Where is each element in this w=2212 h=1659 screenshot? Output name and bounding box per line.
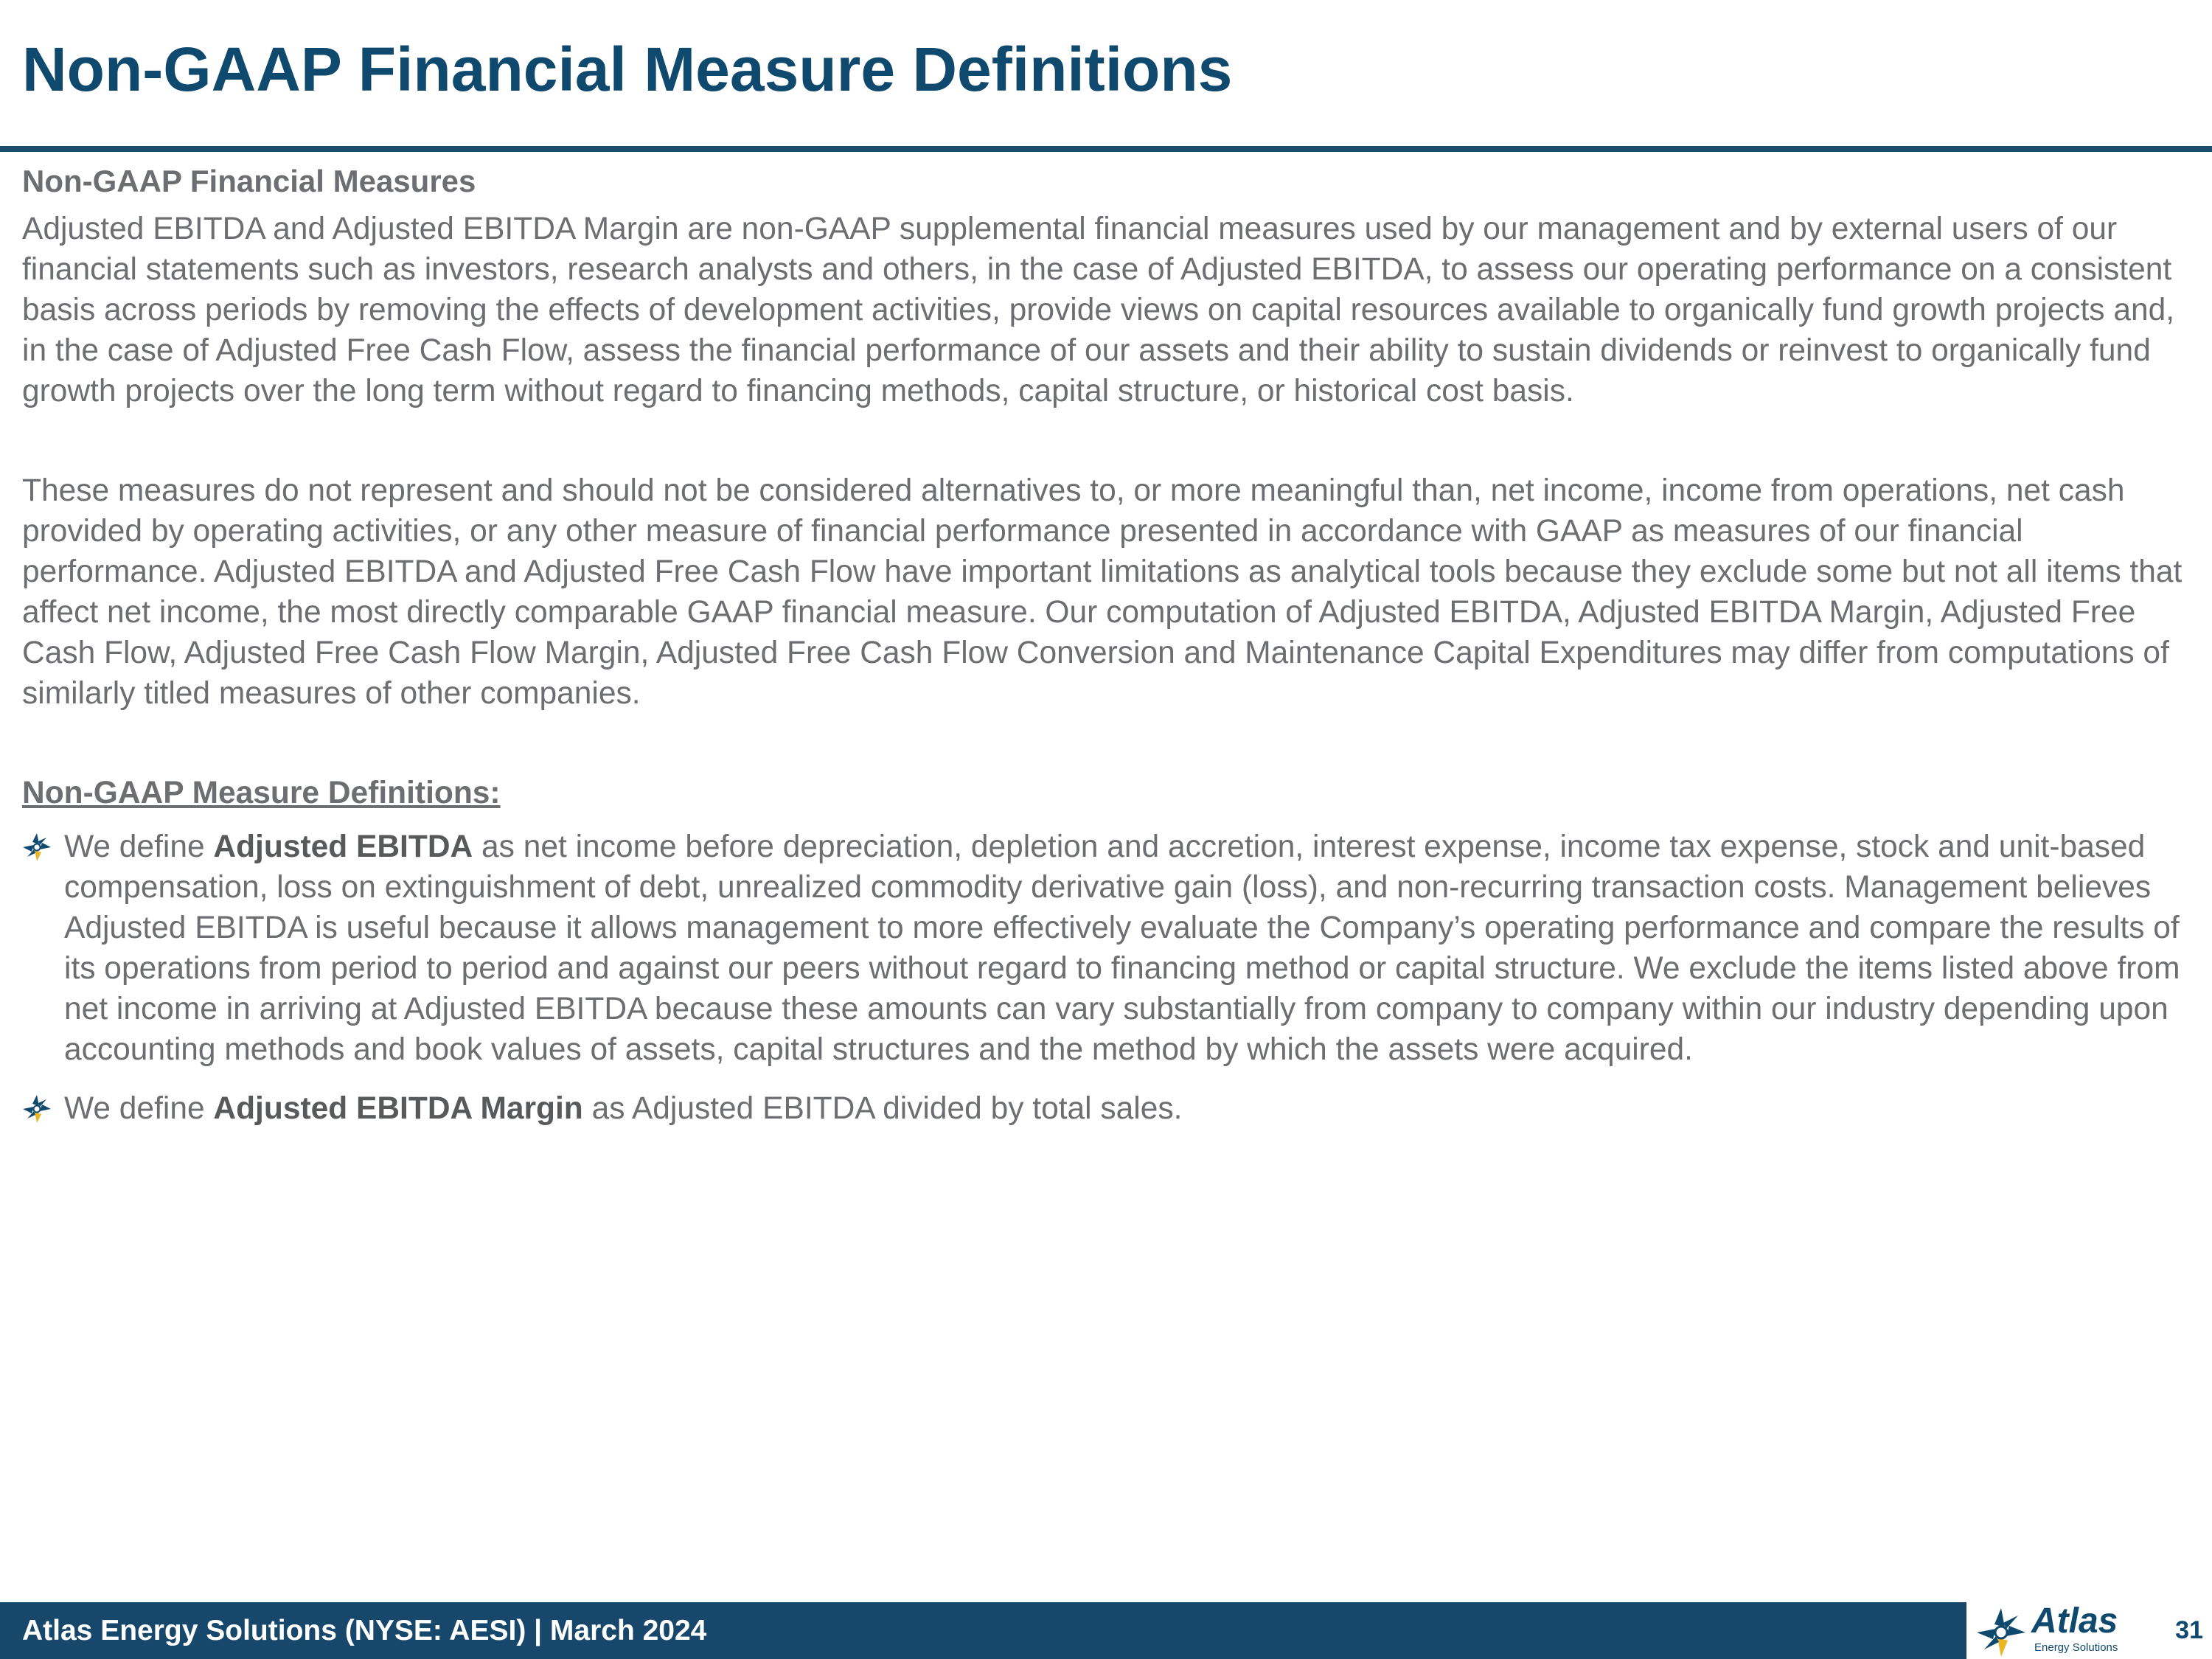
star-bullet-icon [22,1094,52,1124]
definition-prefix: We define [64,830,214,864]
definition-term: Adjusted EBITDA [213,830,473,864]
page-number: 31 [2175,1616,2203,1644]
footer-logo [1966,1602,2212,1659]
definition-text: as Adjusted EBITDA divided by total sales. [582,1091,1183,1126]
logo-tagline: Energy Solutions [2034,1641,2118,1654]
definition-item-adjusted-ebitda-margin [22,1088,2205,1129]
page-title: Non-GAAP Financial Measure Definitions [22,35,1233,104]
logo-wordmark: Atlas [2031,1601,2118,1641]
star-bullet-icon [22,832,52,862]
footer-text: Atlas Energy Solutions (NYSE: AESI) | March 2024 [22,1615,707,1646]
title-divider [0,146,2212,152]
definition-term: Adjusted EBITDA Margin [213,1091,583,1126]
limitations-paragraph: These measures do not represent and should not be considered alternatives to, or more meaningful than, net income, income from operations, net cash provided by operating activities, or any other measure of financial performance presented in accordance with GAAP as measures of our financial performance. Adjusted EBITDA and Adjusted Free Cash Flow have important limitations as analytical tools because they exclude some but not all items that affect net income, the most directly comparable GAAP financial measure. Our computation of Adjusted EBITDA, Adjusted EBITDA Margin, Adjusted Free Cash Flow, Adjusted Free Cash Flow Margin, Adjusted Free Cash Flow Conversion and Maintenance Capital Expenditures may differ from computations of similarly titled measures of other companies. [22,473,2183,711]
section-heading: Non-GAAP Financial Measures [22,164,476,198]
main-content [22,161,2205,1147]
footer-bar [0,1602,2212,1659]
definition-item-adjusted-ebitda [22,827,2205,1070]
intro-paragraph: Adjusted EBITDA and Adjusted EBITDA Margin are non-GAAP supplemental financial measures used by our management and by external users of our financial statements such as investors, research analysts and others, in the case of Adjusted EBITDA, to assess our operating performance on a consistent basis across periods by removing the effects of development activities, provide views on capital resources available to organically fund growth projects and, in the case of Adjusted Free Cash Flow, assess the financial performance of our assets and their ability to sustain dividends or reinvest to organically fund growth projects over the long term without regard to financing methods, capital structure, or historical cost basis. [22,212,2175,408]
atlas-star-logo-icon [1975,1607,2027,1658]
definition-text: as net income before depreciation, depletion and accretion, interest expense, income tax expense, stock and unit-based compensation, loss on extinguishment of debt, unrealized commodity derivative gain (loss), and non-recurring transaction costs. Management believes Adjusted EBITDA is useful because it allows management to more effectively evaluate the Company’s operating performance and compare the results of its operations from period to period and against our peers without regard to financing method or capital structure. We exclude the items listed above from net income in arriving at Adjusted EBITDA because these amounts can vary substantially from company to company within our industry depending upon accounting methods and book values of assets, capital structures and the method by which the assets were acquired. [64,830,2180,1067]
definitions-list [22,827,2205,1129]
definition-prefix: We define [64,1091,214,1126]
definitions-heading: Non-GAAP Measure Definitions: [22,776,501,810]
